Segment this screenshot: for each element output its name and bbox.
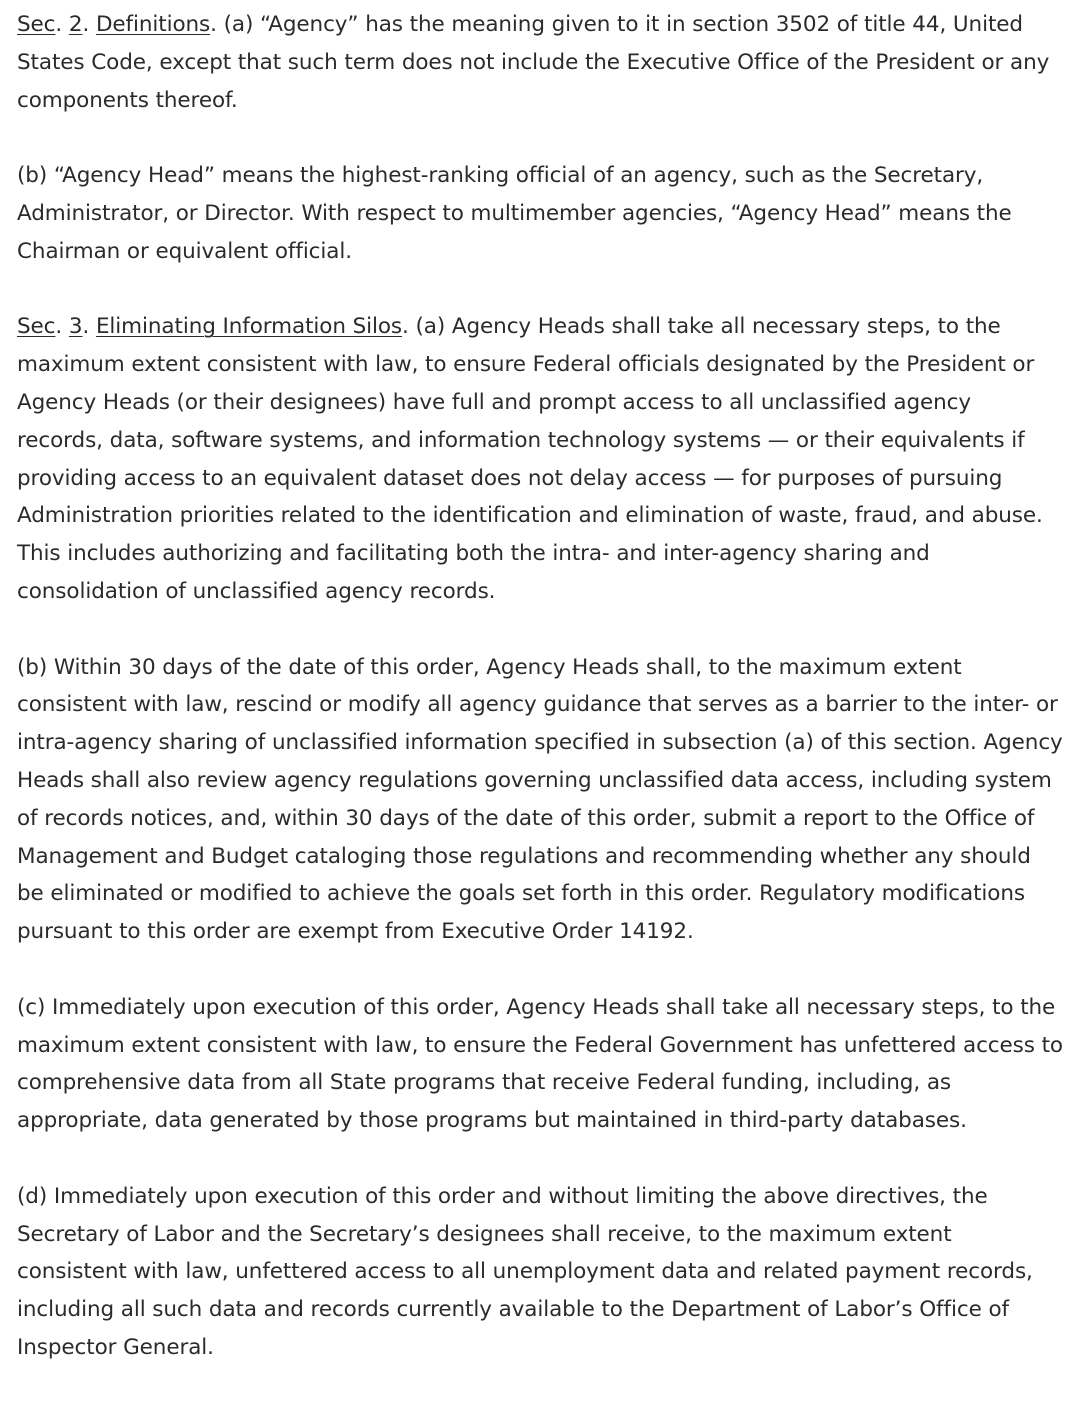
section-3-paragraph-b: (b) Within 30 days of the date of this order, Agency Heads shall, to the maximum extent consistent with law, rescind or modify all agency guidance that serves as a barrier to the inter- or intra-agency sharing of unclassified information specified in subsection (a) of this section. Agency Heads shall also review agency regulations governing unclassified data access, including system of records notices, and, within 30 days of the date of this order, submit a report to the Office of Management and Budget cataloging those regulations and recommending whether any should be eliminated or modified to achieve the goals set forth in this order. Regulatory modifications pursuant to this order are exempt from Executive Order 14192. [17,654,1063,945]
section-3-paragraph-a: Sec. 3. Eliminating Information Silos. (a) Agency Heads shall take all necessary steps, to the maximum extent consistent with law, to ensure Federal officials designated by the President or Agency Heads (or their designees) have full and prompt access to all unclassified agency records, data, software systems, and information technology systems — or their equivalents if providing access to an equivalent dataset does not delay access — for purposes of pursuing Administration priorities related to the identification and elimination of waste, fraud, and abuse. This includes authorizing and facilitating both the intra- and inter-agency sharing and consolidation of unclassified agency records. [17,314,1043,604]
section-3-label: Sec [17,314,56,340]
section-2-paragraph-a: Sec. 2. Definitions. (a) “Agency” has the meaning given to it in section 3502 of title 44, United States Code, except that such term does not include the Executive Office of the President or any components thereof. [17,12,1050,113]
section-2-paragraph-b: (b) “Agency Head” means the highest-ranking official of an agency, such as the Secretary, Administrator, or Director. With respect to multimember agencies, “Agency Head” means the Chairman or equivalent official. [17,163,1012,264]
section-2-number: 2 [68,12,83,37]
section-2-text-a: (a) “Agency” has the meaning given to it in section 3502 of title 44, United States Code, except that such term does not include the Executive Office of the President or any components thereof. [17,12,1050,113]
section-3-paragraph-d: (d) Immediately upon execution of this order and without limiting the above directives, the Secretary of Labor and the Secretary’s designees shall receive, to the maximum extent consistent with law, unfettered access to all unemployment data and related payment records, including all such data and records currently available to the Department of Labor’s Office of Inspector General. [17,1183,1033,1360]
section-2-label: Sec [17,12,56,37]
document-body [17,6,1063,1367]
section-3-paragraph-c: (c) Immediately upon execution of this order, Agency Heads shall take all necessary steps, to the maximum extent consistent with law, to ensure the Federal Government has unfettered access to comprehensive data from all State programs that receive Federal funding, including, as appropriate, data generated by those programs but maintained in third-party databases. [17,994,1063,1134]
section-3-number: 3 [68,314,83,340]
section-3-text-a: (a) Agency Heads shall take all necessary steps, to the maximum extent consistent with law, to ensure Federal officials designated by the President or Agency Heads (or their designees) have full and prompt access to all unclassified agency records, data, software systems, and information technology systems — or their equivalents if providing access to an equivalent dataset does not delay access — for purposes of pursuing Administration priorities related to the identification and elimination of waste, fraud, and abuse. This includes authorizing and facilitating both the intra- and inter-agency sharing and consolidation of unclassified agency records. [17,314,1043,604]
section-3-heading: Eliminating Information Silos [95,314,403,340]
section-2-heading: Definitions [95,12,211,37]
